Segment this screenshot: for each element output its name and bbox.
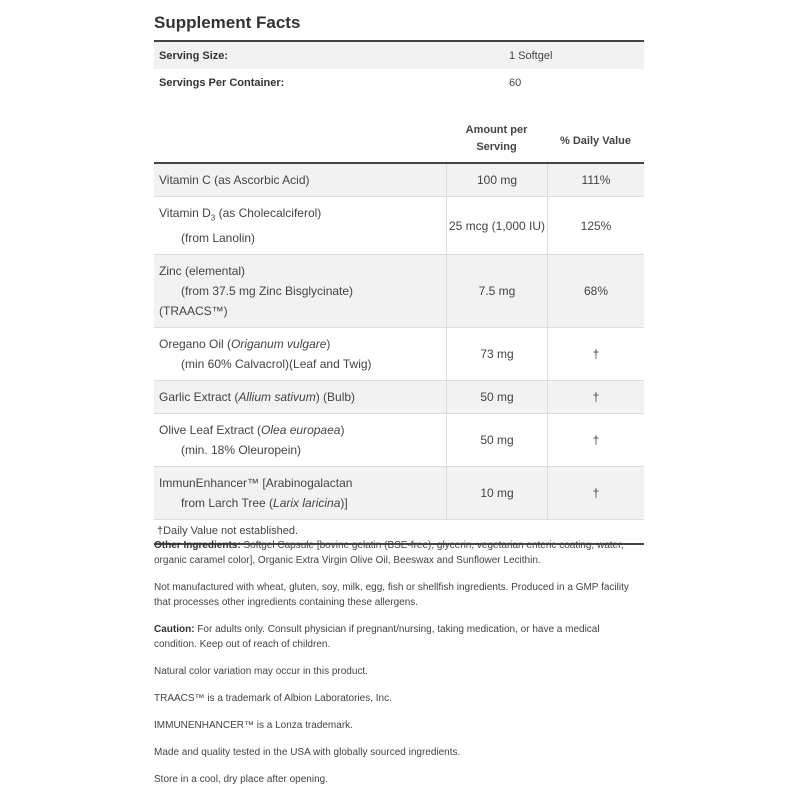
- table-header: [154, 96, 644, 162]
- table-row: [154, 467, 644, 520]
- table-row: [154, 414, 644, 467]
- nutrient-name: Zinc (elemental) (from 37.5 mg Zinc Bisglycinate) (TRAACS™): [154, 255, 447, 327]
- servings-per-container-value: 60: [509, 76, 522, 89]
- nutrient-amount: 50 mg: [447, 381, 548, 413]
- nutrient-name: Oregano Oil (Origanum vulgare) (min 60% Calvacrol)(Leaf and Twig): [154, 328, 447, 380]
- daily-value-footnote: †Daily Value not established.: [154, 520, 644, 545]
- nutrient-dv: 68%: [583, 284, 609, 299]
- product-notes: [154, 538, 644, 799]
- nutrient-name: ImmunEnhancer™ [Arabinogalactan from Larch Tree (Larix laricina)]: [154, 467, 447, 519]
- serving-size-row: [154, 42, 644, 69]
- nutrient-dv: †: [592, 433, 600, 448]
- daily-value-header: % Daily Value: [560, 135, 631, 147]
- serving-size-label: Serving Size:: [159, 49, 229, 62]
- nutrient-amount: 10 mg: [447, 467, 548, 519]
- made-in-usa: Made and quality tested in the USA with globally sourced ingredients.: [154, 747, 461, 758]
- storage-note: Store in a cool, dry place after opening.: [154, 774, 328, 785]
- nutrient-dv: †: [592, 486, 600, 501]
- table-row: [154, 381, 644, 414]
- nutrient-name: Olive Leaf Extract (Olea europaea) (min. 18% Oleuropein): [154, 414, 447, 466]
- nutrient-amount: 100 mg: [447, 164, 548, 196]
- nutrient-dv: 125%: [580, 218, 612, 233]
- table-row: [154, 328, 644, 381]
- other-ingredients: Other Ingredients: Softgel Capsule [bovine gelatin (BSE-free), glycerin, vegetarian enteric coating, water, organic caramel color], Organic Extra Virgin Olive Oil, Beeswax and Sunflower Lecithin.: [154, 540, 624, 566]
- nutrient-dv: †: [592, 390, 600, 405]
- nutrient-dv: 111%: [581, 173, 611, 187]
- servings-per-container-row: [154, 69, 644, 96]
- nutrient-name: Garlic Extract (Allium sativum) (Bulb): [154, 381, 447, 413]
- caution-statement: Caution: For adults only. Consult physician if pregnant/nursing, taking medication, or have a medical condition. Keep out of reach of children.: [154, 624, 600, 650]
- nutrient-amount: 73 mg: [447, 328, 548, 380]
- servings-per-container-label: Servings Per Container:: [159, 76, 285, 89]
- nutrient-amount: 7.5 mg: [447, 255, 548, 327]
- panel-title: Supplement Facts: [154, 13, 301, 32]
- immunenhancer-trademark: IMMUNENHANCER™ is a Lonza trademark.: [154, 720, 353, 731]
- nutrient-table: [154, 162, 644, 545]
- nutrient-dv: †: [592, 347, 600, 362]
- nutrient-amount: 50 mg: [447, 414, 548, 466]
- color-note: Natural color variation may occur in this product.: [154, 666, 368, 677]
- nutrient-name: Vitamin $D_3$ (as Cholecalciferol) (from Lanolin): [154, 197, 447, 254]
- serving-size-value: 1 Softgel: [509, 49, 553, 62]
- table-row: [154, 164, 644, 197]
- traacs-trademark: TRAACS™ is a trademark of Albion Laboratories, Inc.: [154, 693, 392, 704]
- allergen-statement: Not manufactured with wheat, gluten, soy, milk, egg, fish or shellfish ingredients. Produced in a GMP facility that processes other ingredients containing these allergens.: [154, 582, 629, 608]
- table-row: [154, 255, 644, 328]
- table-row: [154, 197, 644, 255]
- amount-per-serving-header: Amount per Serving: [465, 124, 528, 153]
- nutrient-name: Vitamin C (as Ascorbic Acid): [154, 164, 447, 196]
- nutrient-amount: 25 mcg (1,000 IU): [447, 197, 548, 254]
- supplement-facts-panel: [154, 10, 644, 545]
